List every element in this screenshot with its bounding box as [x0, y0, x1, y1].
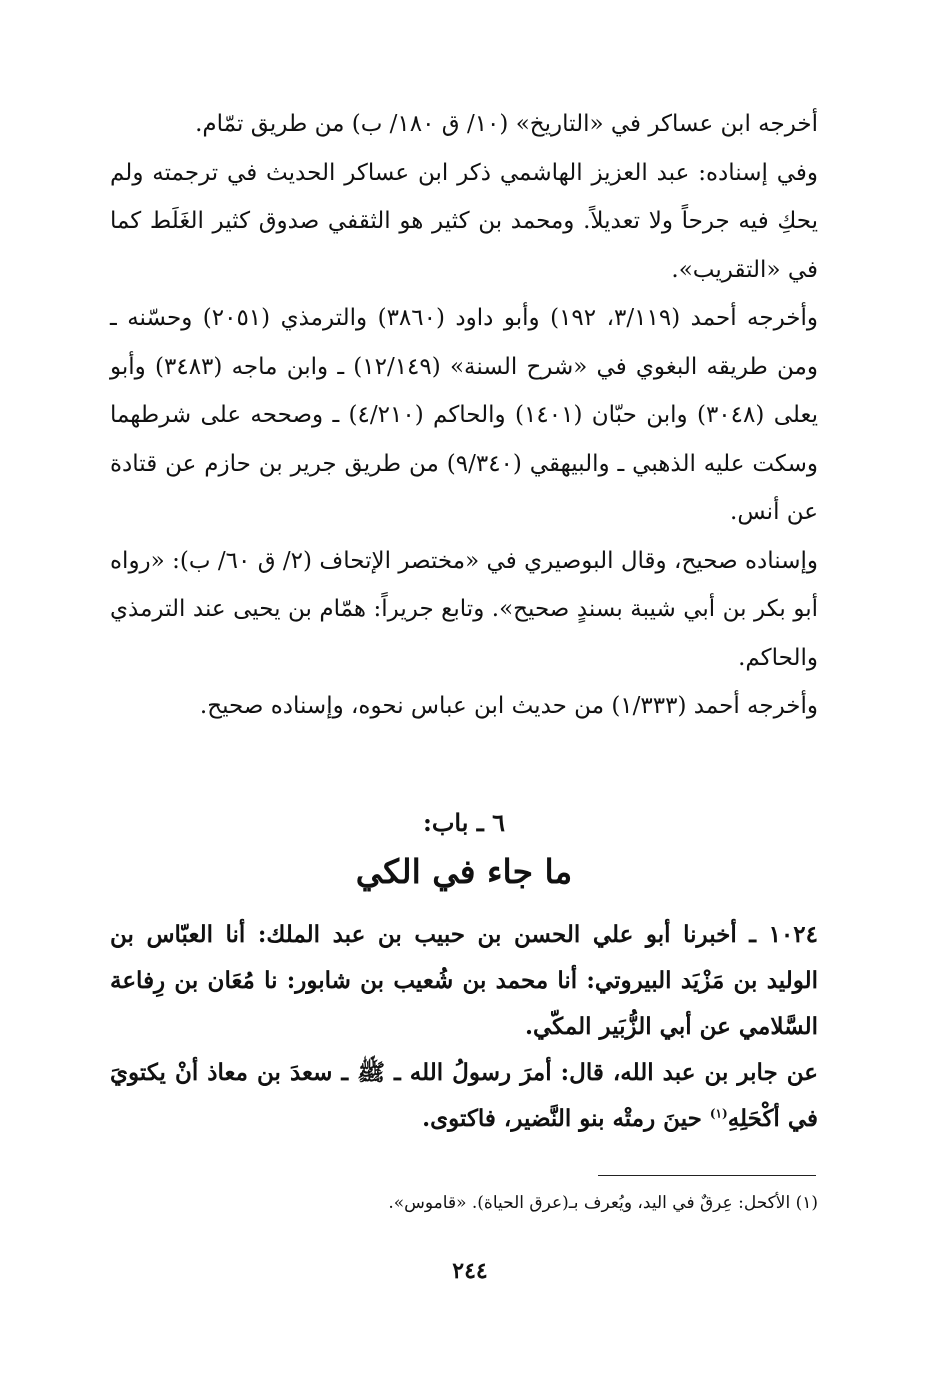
note-paragraph: وإسناده صحيح، وقال البوصيري في «مختصر الإتحاف (٢/ ق ٦٠/ ب): «رواه أبو بكر بن أبي شيبة بسندٍ صحيح». وتابع جريراً: همّام بن يحيى عند الترمذي والحاكم.: [110, 547, 818, 671]
hadith-isnad: ١٠٢٤ ـ أخبرنا أبو علي الحسن بن حبيب بن عبد الملك: أنا العبّاس بن الوليد بن مَزْيَد البيروتي: أنا محمد بن شُعيب بن شابور: نا مُعَان بن رِفاعة السَّلامي عن أبي الزُّبَير المكّي.: [110, 921, 818, 1040]
chapter-title: ما جاء في الكي: [355, 852, 573, 891]
footnote: (١) الأكحل: عِرقٌ في اليد، ويُعرف بـ(عرق الحياة). «قاموس».: [388, 1193, 818, 1213]
chapter-number: ٦ ـ باب:: [422, 808, 506, 837]
note-paragraph: أخرجه ابن عساكر في «التاريخ» (١٠/ ق ١٨٠/ ب) من طريق تمّام.: [195, 111, 818, 137]
note-paragraph: وأخرجه أحمد (٣/١١٩، ١٩٢) وأبو داود (٣٨٦٠) والترمذي (٢٠٥١) وحسّنه ـ ومن طريقه البغوي في «شرح السنة» (١٢/١٤٩) ـ وابن ماجه (٣٤٨٣) وأبو يعلى (٣٠٤٨) وابن حبّان (١٤٠١) والحاكم (٤/٢١٠) ـ وصححه على شرطهما وسكت عليه الذهبي ـ والبيهقي (٩/٣٤٠) من طريق جرير بن حازم عن قتادة عن أنس.: [110, 305, 819, 525]
page-number: ٢٤٤: [452, 1258, 488, 1284]
hadith-matn: [110, 1050, 818, 1142]
note-paragraph: وفي إسناده: عبد العزيز الهاشمي ذكر ابن عساكر الحديث في ترجمته ولم يحكِ فيه جرحاً ولا تعديلاً. ومحمد بن كثير هو الثقفي صدوق كثير الغَلَط كما في «التقريب».: [110, 159, 818, 283]
footnote-divider: [598, 1175, 816, 1176]
hadith-block: [110, 912, 818, 1142]
note-paragraph: وأخرجه أحمد (١/٣٣٣) من حديث ابن عباس نحوه، وإسناده صحيح.: [199, 693, 818, 719]
hadith-matn-text: عن جابر بن عبد الله، قال: أمرَ رسولُ الله ـ ﷺ ـ سعدَ بن معاذ أنْ يكتويَ في أكْحَلِهِ: [110, 1059, 818, 1132]
hadith-matn-end: حينَ رمتْه بنو النَّضير، فاكتوى.: [422, 1105, 710, 1132]
commentary-notes: [110, 100, 818, 731]
footnote-marker: (١): [709, 1106, 728, 1121]
